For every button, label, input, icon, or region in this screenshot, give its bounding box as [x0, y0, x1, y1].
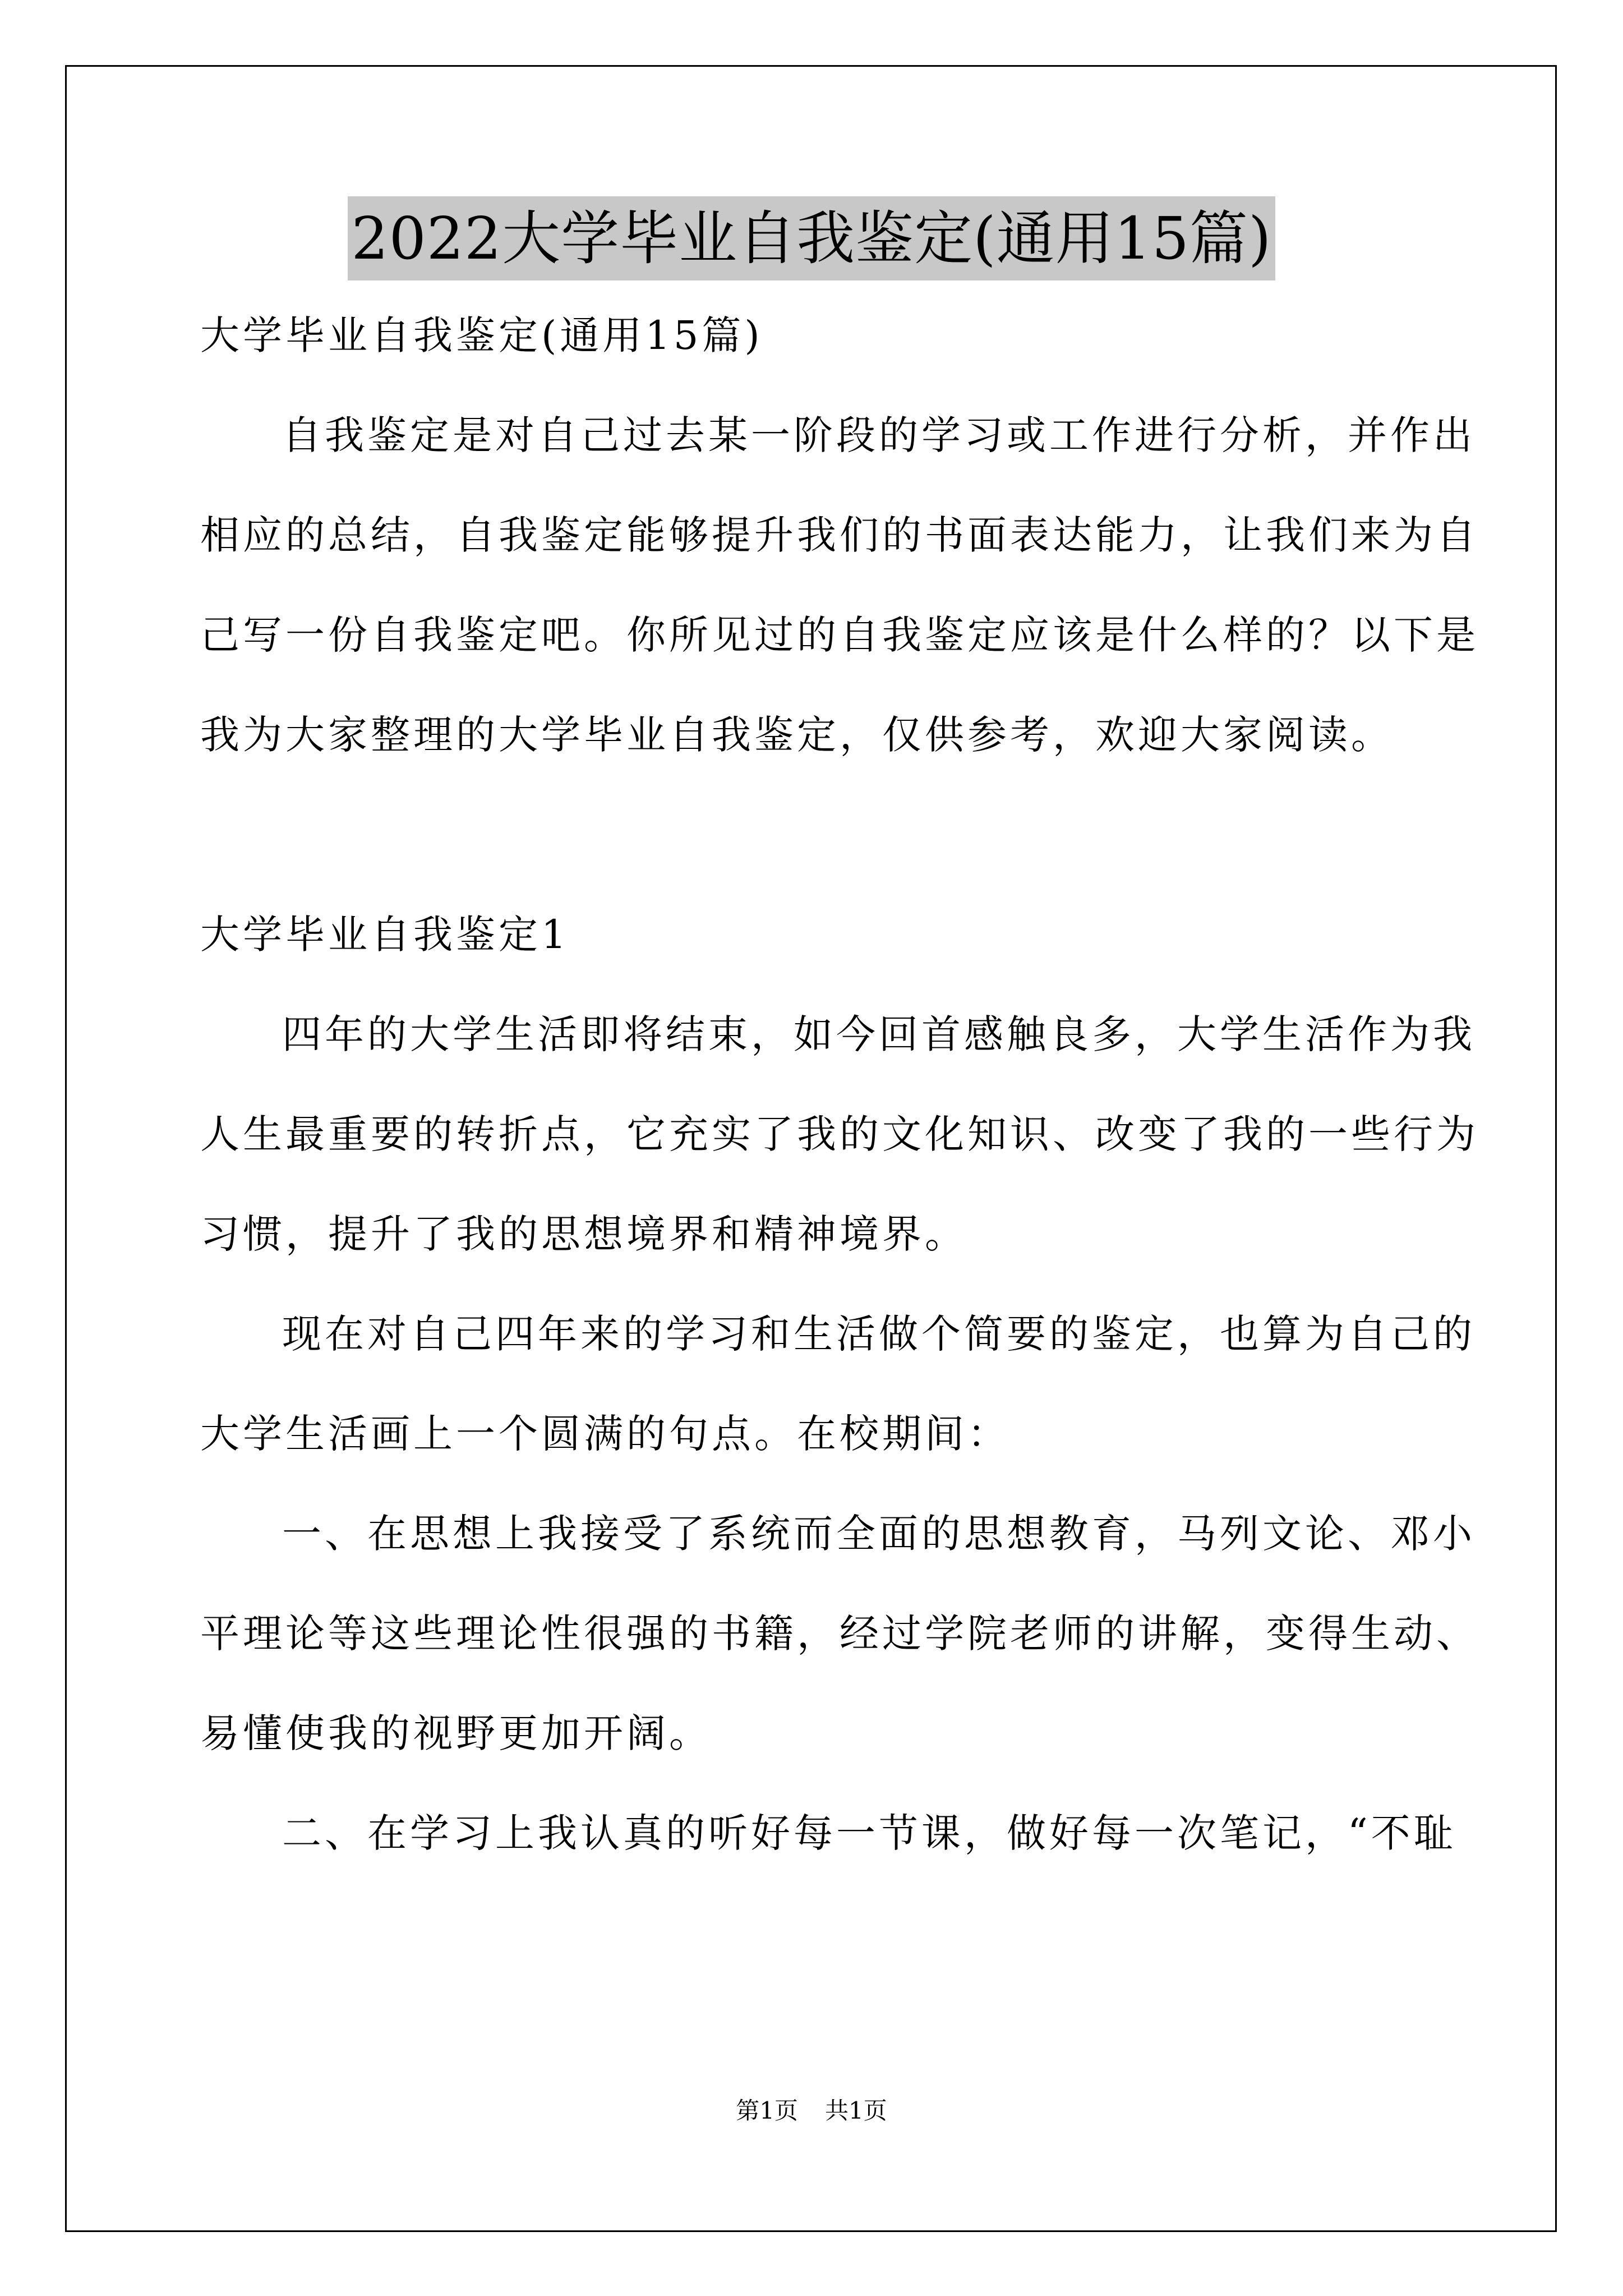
body-line: 现在对自己四年来的学习和生活做个简要的鉴定，也算为自己的 [282, 1311, 1476, 1357]
body-line: 我为大家整理的大学毕业自我鉴定，仅供参考，欢迎大家阅读。 [200, 712, 1394, 758]
body-line: 自我鉴定是对自己过去某一阶段的学习或工作进行分析，并作出 [282, 412, 1476, 458]
title-container [0, 196, 1623, 280]
document-title: 2022大学毕业自我鉴定(通用15篇) [348, 196, 1275, 280]
body-line: 平理论等这些理论性很强的书籍，经过学院老师的讲解，变得生动、 [200, 1611, 1479, 1657]
body-line: 习惯，提升了我的思想境界和精神境界。 [200, 1211, 967, 1257]
body-line: 二、在学习上我认真的听好每一节课，做好每一次笔记，“不耻 [282, 1810, 1456, 1856]
section-heading: 大学毕业自我鉴定1 [200, 912, 570, 958]
document-body [200, 307, 1479, 1905]
body-line: 大学生活画上一个圆满的句点。在校期间： [200, 1411, 1010, 1457]
page-number-current: 第1页 [736, 2097, 798, 2124]
body-line: 一、在思想上我接受了系统而全面的思想教育，马列文论、邓小 [282, 1511, 1476, 1557]
blank-line [200, 807, 1434, 907]
body-line: 己写一份自我鉴定吧。你所见过的自我鉴定应该是什么样的？以下是 [200, 612, 1479, 658]
body-line: 人生最重要的转折点，它充实了我的文化知识、改变了我的一些行为 [200, 1111, 1479, 1157]
body-line: 易懂使我的视野更加开阔。 [200, 1710, 712, 1756]
page-footer [0, 2094, 1623, 2128]
body-line: 相应的总结，自我鉴定能够提升我们的书面表达能力，让我们来为自 [200, 512, 1479, 558]
body-line: 大学毕业自我鉴定(通用15篇) [200, 312, 763, 358]
page-number-total: 共1页 [825, 2097, 887, 2124]
body-line: 四年的大学生活即将结束，如今回首感触良多，大学生活作为我 [282, 1011, 1476, 1057]
